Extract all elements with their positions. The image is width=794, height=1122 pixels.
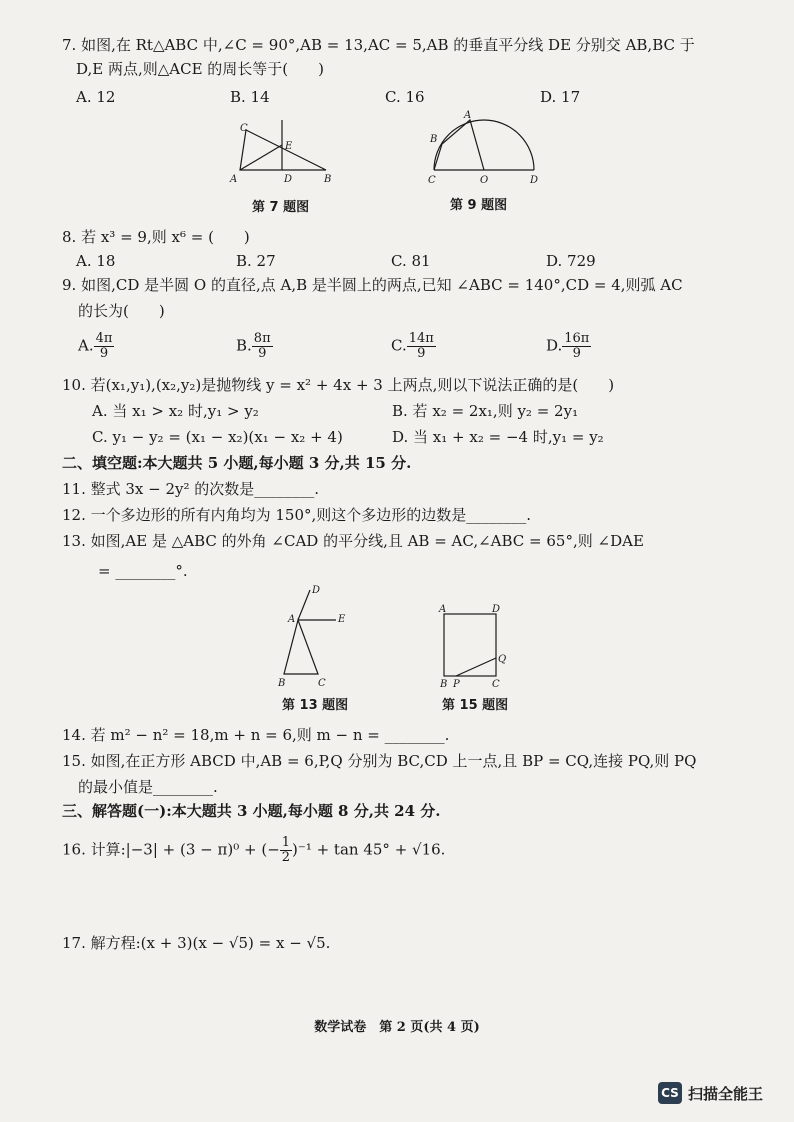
section-fill-in-heading: 二、填空题:本大题共 5 小题,每小题 3 分,共 15 分. (62, 454, 412, 472)
q16-fraction-numerator: 1 (281, 835, 291, 850)
page-footer: 数学试卷 第 2 页(共 4 页) (314, 1020, 480, 1035)
q7-label-e: E (285, 141, 293, 152)
scanner-logo-icon: CS (658, 1082, 682, 1104)
q8-option-b: B. 27 (236, 252, 276, 270)
q15-figure (436, 604, 512, 690)
q15-label-b: B (440, 679, 448, 690)
section-solutions-heading: 三、解答题(一):本大题共 3 小题,每小题 8 分,共 24 分. (62, 802, 441, 820)
q10-stem: 10. 若(x₁,y₁),(x₂,y₂)是抛物线 y = x² + 4x + 3 上两点,则以下说法正确的是( ) (62, 376, 615, 394)
q9-option-d (546, 332, 591, 361)
q15-label-q: Q (498, 654, 507, 665)
q9-option-b-fraction (252, 332, 273, 361)
q12-stem: 12. 一个多边形的所有内角均为 150°,则这个多边形的边数是________. (62, 506, 532, 524)
q9-option-c-numerator: 14π (408, 331, 434, 346)
q9-option-d-numerator: 16π (564, 331, 590, 346)
q16-minus-sign: − (267, 840, 280, 859)
q14-stem: 14. 若 m² − n² = 18,m + n = 6,则 m − n = ________. (62, 726, 450, 744)
q9-label-b: B (430, 134, 438, 145)
q9-semicircle-arc (434, 120, 534, 170)
q9-option-b-denominator: 9 (258, 346, 267, 361)
q7-segment-ae (240, 145, 282, 170)
q9-label-c: C (428, 175, 436, 186)
q9-option-a-numerator: 4π (95, 331, 113, 346)
q15-figure-caption: 第 15 题图 (442, 698, 509, 713)
q7-figure-caption: 第 7 题图 (252, 200, 310, 215)
q9-option-c-fraction (407, 332, 436, 361)
q15-stem-line1: 15. 如图,在正方形 ABCD 中,AB = 6,P,Q 分别为 BC,CD 上一点,且 BP = CQ,连接 PQ,则 PQ (62, 752, 697, 770)
q9-stem-line1: 9. 如图,CD 是半圆 O 的直径,点 A,B 是半圆上的两点,已知 ∠ABC = 140°,CD = 4,则弧 AC (62, 276, 683, 294)
q7-figure (226, 118, 346, 188)
q7-label-d: D (284, 174, 293, 185)
q11-stem: 11. 整式 3x − 2y² 的次数是________. (62, 480, 320, 498)
q9-option-a-fraction (94, 332, 115, 361)
q9-label-d: D (530, 175, 539, 186)
q10-option-c: C. y₁ − y₂ = (x₁ − x₂)(x₁ − x₂ + 4) (92, 428, 343, 446)
scanner-logo (658, 1082, 763, 1104)
q7-label-b: B (324, 174, 332, 185)
q7-label-c: C (240, 123, 248, 134)
q8-option-a: A. 18 (76, 252, 116, 270)
q17-stem: 17. 解方程:(x + 3)(x − √5) = x − √5. (62, 934, 331, 952)
q9-option-c (391, 332, 436, 361)
q16-prefix: 16. 计算:|−3| + (3 − π)⁰ + ( (62, 840, 268, 859)
q13-label-b: B (278, 678, 286, 689)
q7-option-d: D. 17 (540, 88, 581, 106)
q8-stem: 8. 若 x³ = 9,则 x⁶ = ( ) (62, 228, 250, 246)
q13-stem-line2: = ________°. (98, 562, 188, 580)
q9-option-b (236, 332, 273, 361)
q10-option-a: A. 当 x₁ > x₂ 时,y₁ > y₂ (92, 402, 259, 420)
q13-figure-caption: 第 13 题图 (282, 698, 349, 713)
q15-square (444, 614, 496, 676)
q13-label-a: A (288, 614, 296, 625)
q9-figure (424, 108, 542, 188)
q8-option-c: C. 81 (391, 252, 431, 270)
q9-stem-line2: 的长为( ) (78, 302, 165, 320)
q9-option-b-numerator: 8π (253, 331, 271, 346)
q9-option-a-label: A. (78, 336, 94, 355)
q7-option-b: B. 14 (230, 88, 270, 106)
q9-label-o: O (480, 175, 489, 186)
q10-option-d: D. 当 x₁ + x₂ = −4 时,y₁ = y₂ (392, 428, 604, 446)
q9-option-d-fraction (562, 332, 591, 361)
q9-option-d-denominator: 9 (572, 346, 581, 361)
q16-fraction (280, 836, 292, 865)
q15-segment-pq (456, 658, 496, 676)
q15-label-p: P (453, 679, 460, 690)
q13-label-e: E (338, 614, 346, 625)
q16-suffix: )⁻¹ + tan 45° + √16. (292, 840, 446, 859)
q13-triangle (284, 620, 318, 674)
q9-option-c-denominator: 9 (417, 346, 426, 361)
q15-label-a: A (439, 604, 447, 615)
scanner-logo-text: 扫描全能王 (688, 1084, 764, 1103)
q9-label-a: A (464, 110, 472, 121)
q7-stem-line2: D,E 两点,则△ACE 的周长等于( ) (76, 60, 325, 78)
q7-option-a: A. 12 (76, 88, 116, 106)
q9-option-b-label: B. (236, 336, 252, 355)
q16-expression (62, 836, 445, 865)
q13-label-d: D (312, 585, 321, 596)
q7-triangle (240, 130, 326, 170)
q7-label-a: A (230, 174, 238, 185)
q9-figure-caption: 第 9 题图 (450, 198, 508, 213)
q13-label-c: C (318, 678, 326, 689)
q13-stem-line1: 13. 如图,AE 是 △ABC 的外角 ∠CAD 的平分线,且 AB = AC,∠ABC = 65°,则 ∠DAE (62, 532, 644, 550)
q7-stem-line1: 7. 如图,在 Rt△ABC 中,∠C = 90°,AB = 13,AC = 5,AB 的垂直平分线 DE 分别交 AB,BC 于 (62, 36, 695, 54)
q15-label-c: C (492, 679, 500, 690)
q9-option-d-label: D. (546, 336, 563, 355)
q7-option-c: C. 16 (385, 88, 425, 106)
q9-option-a-denominator: 9 (99, 346, 109, 361)
q9-option-a (78, 332, 114, 361)
q10-option-b: B. 若 x₂ = 2x₁,则 y₂ = 2y₁ (392, 402, 579, 420)
q15-label-d: D (492, 604, 501, 615)
q15-stem-line2: 的最小值是________. (78, 778, 218, 796)
q13-figure (270, 584, 360, 690)
q9-chords (434, 120, 484, 170)
q9-option-c-label: C. (391, 336, 407, 355)
q8-option-d: D. 729 (546, 252, 596, 270)
q16-fraction-denominator: 2 (281, 850, 291, 865)
q13-extension-ad (298, 590, 310, 620)
